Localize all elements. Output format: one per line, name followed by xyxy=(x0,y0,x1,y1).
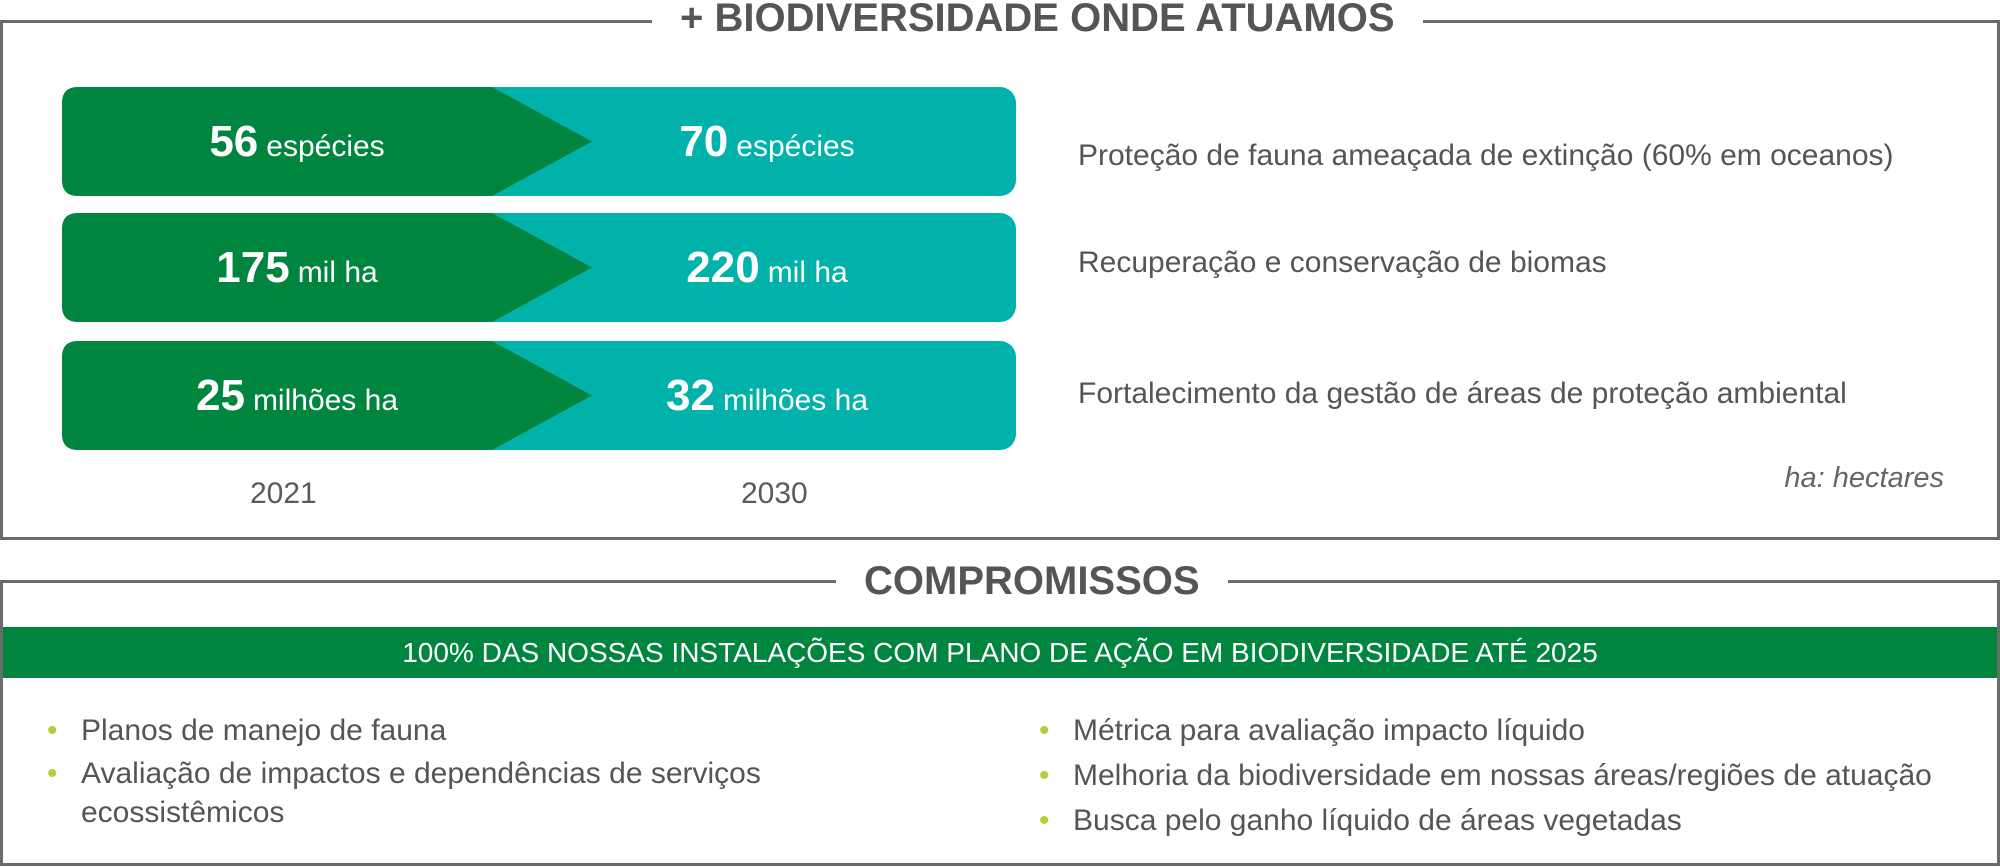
commitment-banner: 100% DAS NOSSAS INSTALAÇÕES COM PLANO DE AÇÃO EM BIODIVERSIDADE ATÉ 2025 xyxy=(3,627,1997,678)
commitment-item: • Planos de manejo de fauna xyxy=(81,712,446,750)
value-2030: 32 milhões ha xyxy=(665,371,869,420)
commitment-item: • Avaliação de impactos e dependências de serviços xyxy=(81,755,761,793)
bullet-icon: • xyxy=(47,714,58,747)
year-label-2030: 2030 xyxy=(741,477,808,510)
metric-description: Recuperação e conservação de biomas xyxy=(1078,246,1607,279)
bullet-icon: • xyxy=(1039,804,1050,837)
commitment-item: • Métrica para avaliação impacto líquido xyxy=(1073,712,1585,750)
metric-row-species xyxy=(62,87,1016,196)
value-2030: 70 espécies xyxy=(679,117,855,166)
metric-description: Proteção de fauna ameaçada de extinção (60% em oceanos) xyxy=(1078,139,1894,172)
commitment-item: • Busca pelo ganho líquido de áreas vegetadas xyxy=(1073,802,1682,840)
value-2030: 220 mil ha xyxy=(686,243,848,292)
metric-description: Fortalecimento da gestão de áreas de proteção ambiental xyxy=(1078,377,1847,410)
commitments-title: COMPROMISSOS xyxy=(836,561,1228,601)
bullet-icon: • xyxy=(47,757,58,790)
metric-row-protected-areas xyxy=(62,341,1016,450)
bullet-icon: • xyxy=(1039,714,1050,747)
commitment-item: • Melhoria da biodiversidade em nossas áreas/regiões de atuação xyxy=(1073,757,1932,795)
value-2021: 25 milhões ha xyxy=(195,371,399,420)
unit-note: ha: hectares xyxy=(1784,462,1944,494)
commitment-item-continuation: ecossistêmicos xyxy=(81,796,285,829)
value-2021: 175 mil ha xyxy=(216,243,378,292)
bullet-icon: • xyxy=(1039,759,1050,792)
value-2021: 56 espécies xyxy=(209,117,385,166)
biodiversity-title: + BIODIVERSIDADE ONDE ATUAMOS xyxy=(652,0,1423,38)
year-label-2021: 2021 xyxy=(250,477,317,510)
metric-row-biomes xyxy=(62,213,1016,322)
